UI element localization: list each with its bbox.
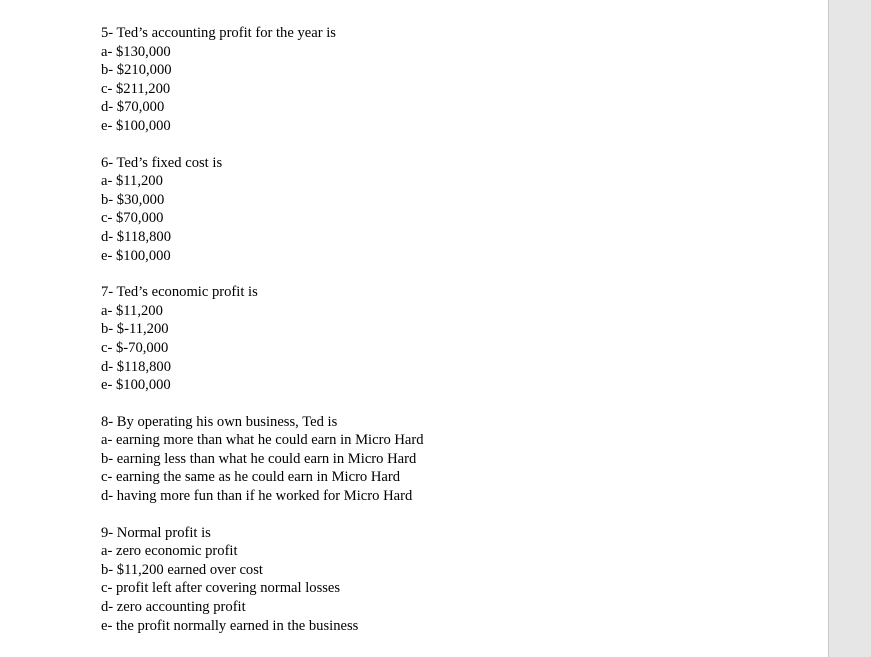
- answer-option: a- $11,200: [101, 302, 163, 319]
- answer-option: c- $211,200: [101, 80, 171, 97]
- answer-option: b- $11,200 earned over cost: [101, 561, 263, 578]
- answer-option: d- having more fun than if he worked for Micro Hard: [101, 488, 413, 505]
- question-prompt: 5- Ted’s accounting profit for the year is: [101, 25, 336, 41]
- answer-option: e- $100,000: [101, 247, 171, 264]
- question-prompt: 9- Normal profit is: [101, 524, 211, 541]
- answer-option: d- $118,800: [101, 358, 171, 375]
- answer-option: a- $11,200: [101, 173, 163, 190]
- answer-option: b- $-11,200: [101, 321, 169, 338]
- answer-option: a- earning more than what he could earn in Micro Hard: [101, 432, 424, 449]
- answer-option: c- $70,000: [101, 210, 164, 227]
- question-9: [101, 524, 424, 636]
- answer-option: c- $-70,000: [101, 339, 169, 356]
- document-body: [101, 24, 424, 653]
- question-5: [101, 24, 424, 136]
- answer-option: c- profit left after covering normal losses: [101, 580, 341, 597]
- answer-option: a- $130,000: [101, 43, 171, 60]
- answer-option: d- $70,000: [101, 99, 165, 116]
- answer-option: b- earning less than what he could earn in Micro Hard: [101, 450, 417, 467]
- question-7: [101, 283, 424, 395]
- answer-option: e- $100,000: [101, 377, 171, 394]
- answer-option: b- $30,000: [101, 191, 165, 208]
- answer-option: b- $210,000: [101, 62, 172, 79]
- answer-option: e- the profit normally earned in the business: [101, 617, 359, 634]
- answer-option: e- $100,000: [101, 117, 171, 134]
- answer-option: a- zero economic profit: [101, 543, 238, 560]
- answer-option: d- $118,800: [101, 228, 171, 245]
- question-prompt: 6- Ted’s fixed cost is: [101, 154, 223, 171]
- answer-option: c- earning the same as he could earn in Micro Hard: [101, 469, 401, 486]
- answer-option: d- zero accounting profit: [101, 599, 246, 616]
- question-6: [101, 154, 424, 266]
- question-prompt: 8- By operating his own business, Ted is: [101, 413, 338, 430]
- question-8: [101, 413, 424, 506]
- question-prompt: 7- Ted’s economic profit is: [101, 284, 258, 301]
